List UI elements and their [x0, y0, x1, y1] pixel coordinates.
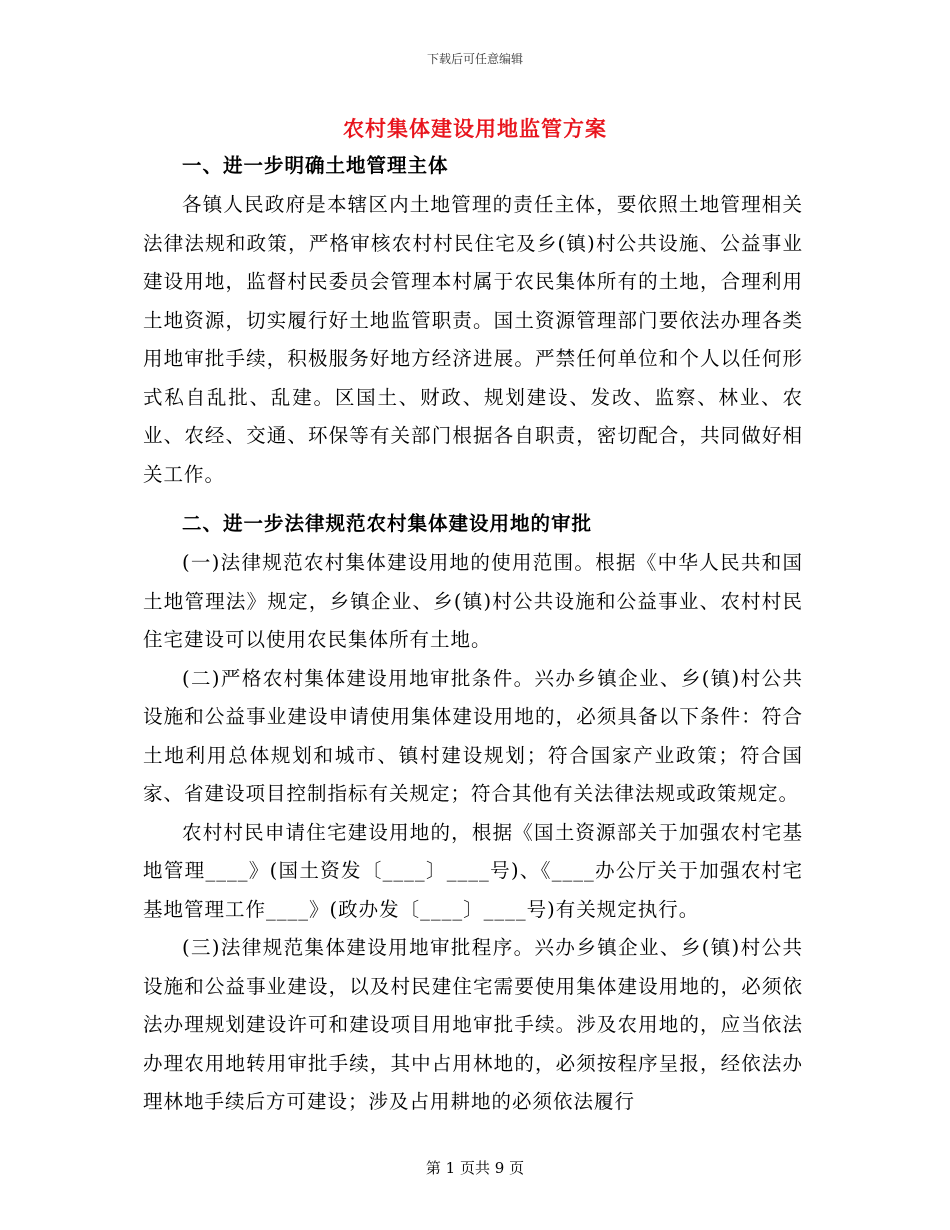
section-2-paragraph-2: (二)严格农村集体建设用地审批条件。兴办乡镇企业、乡(镇)村公共设施和公益事业建设申请使用集体建设用地的，必须具备以下条件：符合土地利用总体规划和城市、镇村建设规划；符合国家产业政策；符合国家、省建设项目控制指标有关规定；符合其他有关法律法规或政策规定。 — [143, 666, 803, 805]
section-1-paragraph-1: 各镇人民政府是本辖区内土地管理的责任主体，要依照土地管理相关法律法规和政策，严格审核农村村民住宅及乡(镇)村公共设施、公益事业建设用地，监督村民委员会管理本村属于农民集体所有的土地，合理利用土地资源，切实履行好土地监管职责。国土资源管理部门要依法办理各类用地审批手续，积极服务好地方经济进展。严禁任何单位和个人以任何形式私自乱批、乱建。区国土、财政、规划建设、发改、监察、林业、农业、农经、交通、环保等有关部门根据各自职责，密切配合，共同做好相关工作。 — [143, 193, 803, 486]
page-header-note: 下载后可任意编辑 — [426, 52, 523, 66]
section-2-paragraph-4: (三)法律规范集体建设用地审批程序。兴办乡镇企业、乡(镇)村公共设施和公益事业建设，以及村民建住宅需要使用集体建设用地的，必须依法办理规划建设许可和建设项目用地审批手续。涉及农用地的，应当依法办理农用地转用审批手续，其中占用林地的，必须按程序呈报，经依法办理林地手续后方可建设；涉及占用耕地的必须依法履行 — [143, 936, 803, 1113]
page-number: 第 1 页共 9 页 — [425, 1159, 525, 1177]
section-2-paragraph-3: 农村村民申请住宅建设用地的，根据《国土资源部关于加强农村宅基地管理____》(国土资发〔____〕____号)、《____办公厅关于加强农村宅基地管理工作____》(政办发〔____〕____号)有关规定执行。 — [143, 820, 803, 921]
document-title: 农村集体建设用地监管方案 — [343, 116, 607, 141]
section-1-heading: 一、进一步明确土地管理主体 — [182, 154, 449, 177]
section-2-paragraph-1: (一)法律规范农村集体建设用地的使用范围。根据《中华人民共和国土地管理法》规定，乡镇企业、乡(镇)村公共设施和公益事业、农村村民住宅建设可以使用农民集体所有土地。 — [143, 551, 803, 651]
section-2-heading: 二、进一步法律规范农村集体建设用地的审批 — [182, 512, 593, 535]
document-body — [143, 146, 803, 1122]
